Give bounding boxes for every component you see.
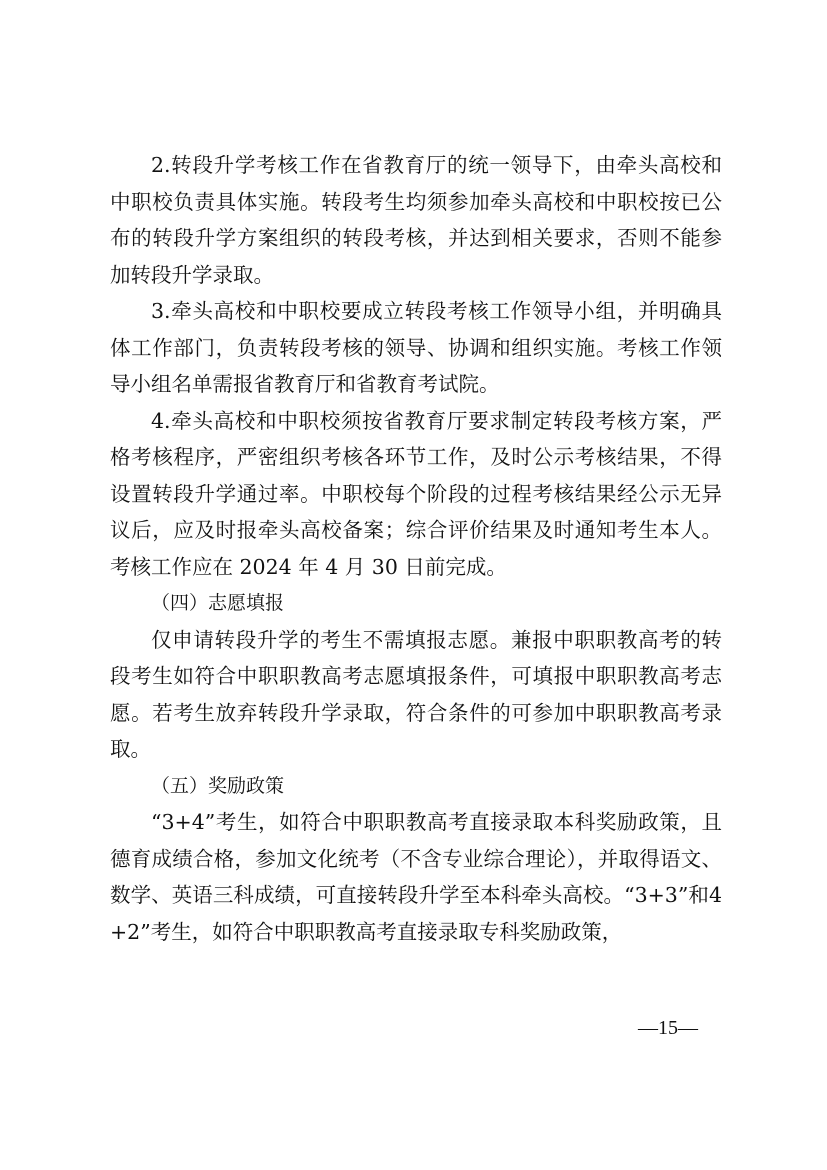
paragraph-item-3: 3.牵头高校和中职校要成立转段考核工作领导小组，并明确具体工作部门，负责转段考核的领导、协调和组织实施。考核工作领导小组名单需报省教育厅和省教育考试院。: [110, 299, 722, 396]
page-number: —15—: [638, 1017, 698, 1039]
paragraph-volunteer: 仅申请转段升学的考生不需填报志愿。兼报中职职教高考的转段考生如符合中职职教高考志愿填报条件，可填报中职职教高考志愿。若考生放弃转段升学录取，符合条件的可参加中职职教高考录取。: [110, 627, 722, 761]
paragraph-reward: “3+4”考生，如符合中职职教高考直接录取本科奖励政策，且德育成绩合格，参加文化统考（不含专业综合理论），并取得语文、数学、英语三科成绩，可直接转段升学至本科牵头高校。“3+3”和4+2”考生，如符合中职职教高考直接录取专科奖励政策，: [110, 810, 722, 944]
section-heading-volunteer: （四）志愿填报: [151, 592, 285, 614]
section-heading-reward: （五）奖励政策: [151, 774, 285, 797]
body-text: [110, 147, 722, 950]
paragraph-item-4: 4.牵头高校和中职校须按省教育厅要求制定转段考核方案，严格考核程序，严密组织考核各环节工作，及时公示考核结果，不得设置转段升学通过率。中职校每个阶段的过程考核结果经公示无异议后，应及时报牵头高校备案；综合评价结果及时通知考生本人。考核工作应在 2024 年 4 月 30 日前完成。: [110, 408, 722, 579]
paragraph-item-2: 2.转段升学考核工作在省教育厅的统一领导下，由牵头高校和中职校负责具体实施。转段考生均须参加牵头高校和中职校按已公布的转段升学方案组织的转段考核，并达到相关要求，否则不能参加转段升学录取。: [110, 153, 722, 287]
